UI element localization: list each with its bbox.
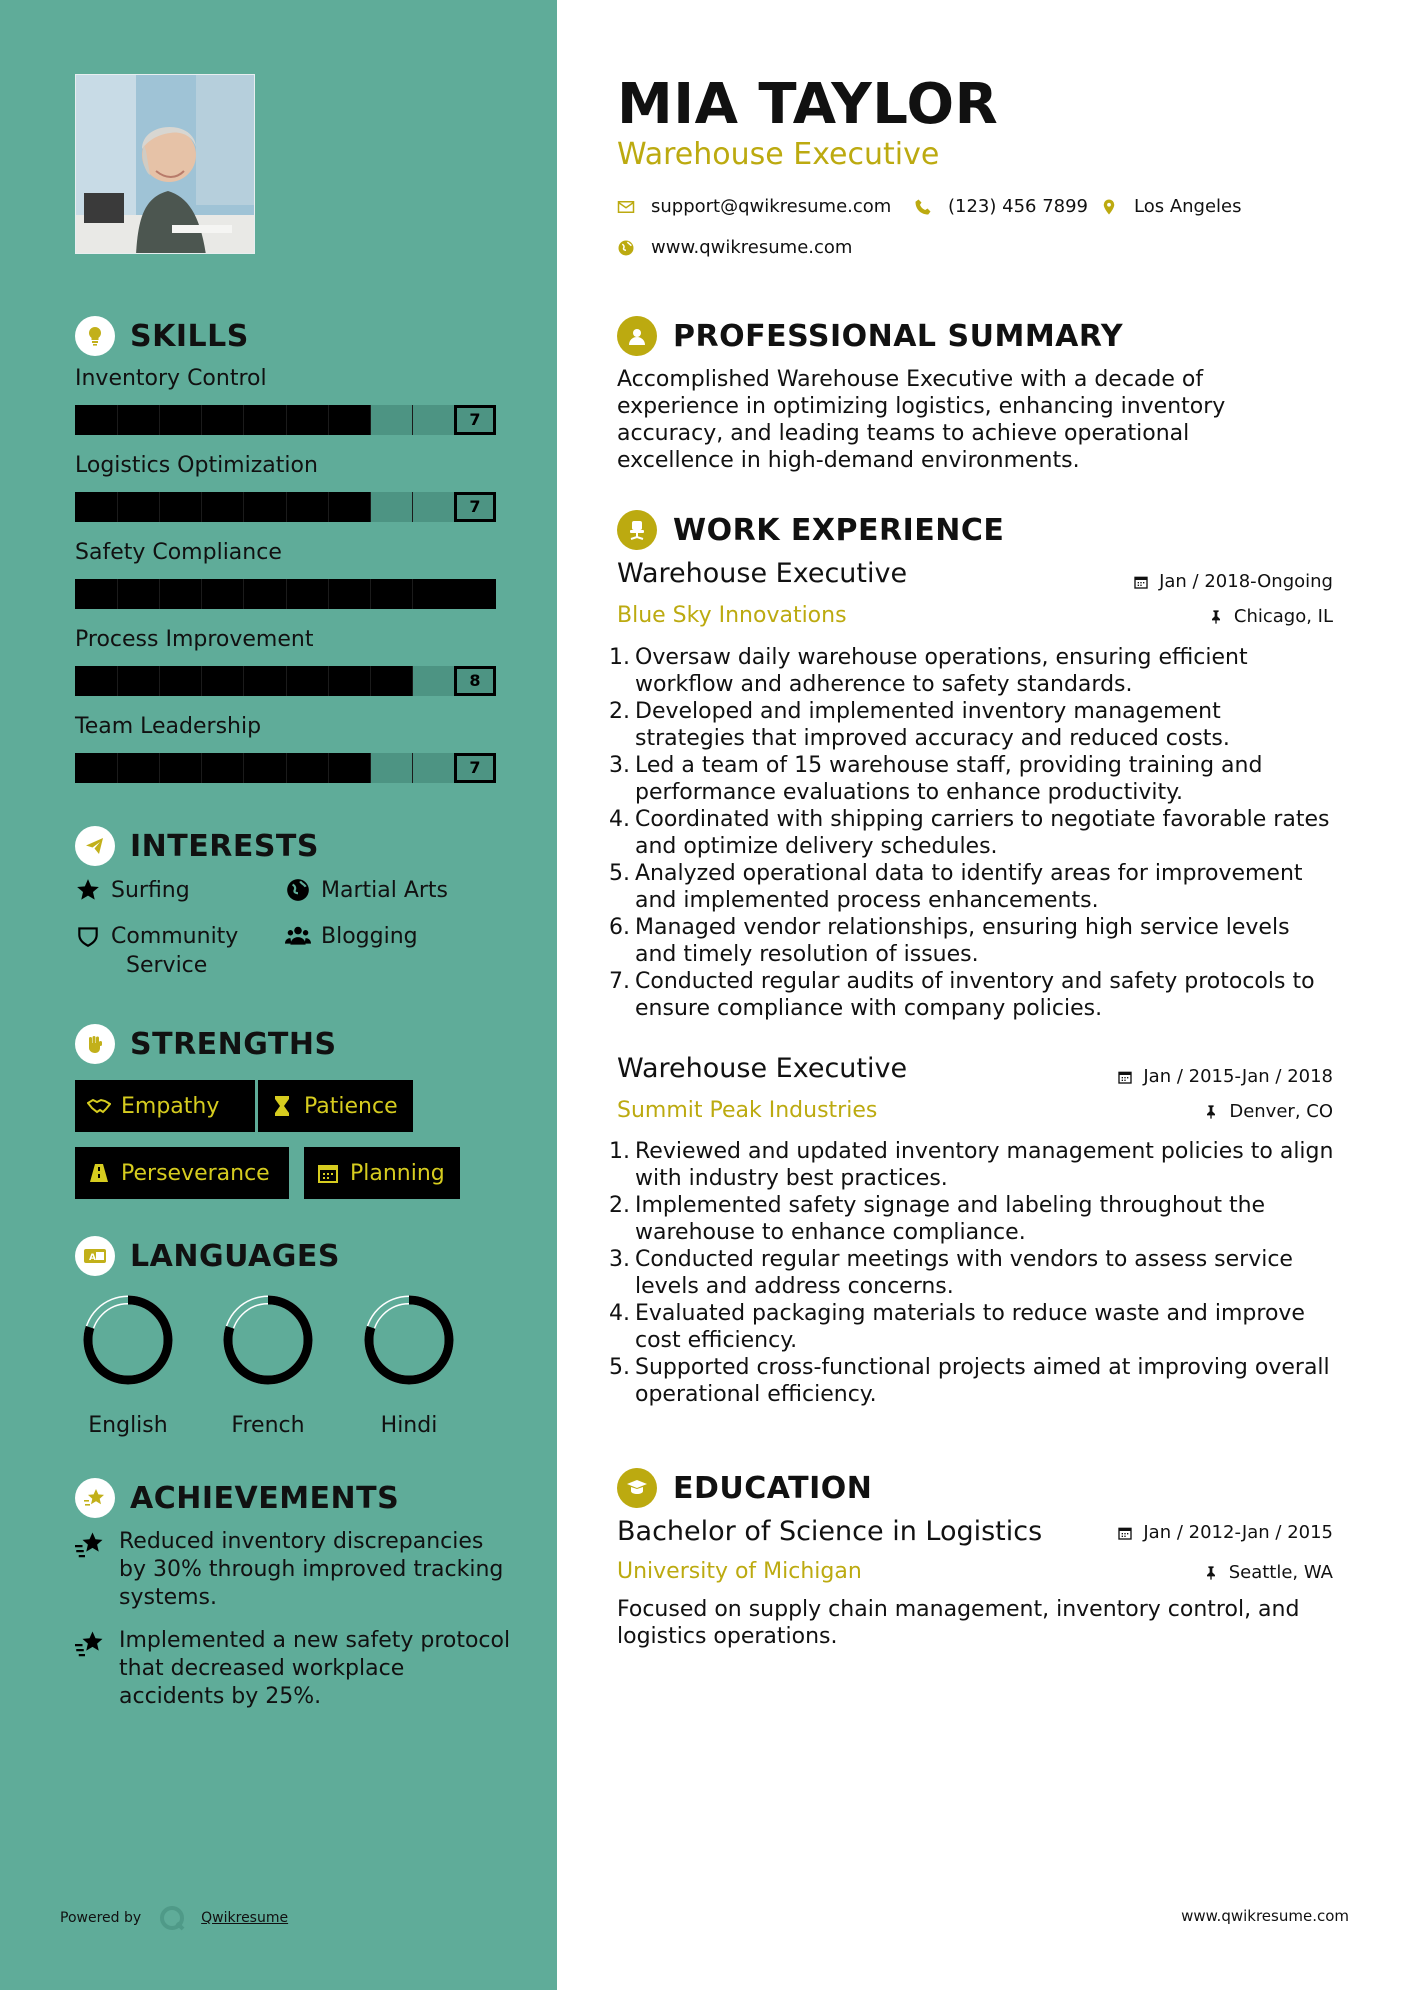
skill-tick <box>412 753 413 783</box>
bullet-number: 4. <box>609 1301 630 1326</box>
skill-tick <box>201 753 202 783</box>
interest-label: Martial Arts <box>321 878 449 903</box>
language-item <box>362 1293 456 1438</box>
job-dates: Jan / 2018-Ongoing <box>1133 571 1333 592</box>
skill-level-bar <box>75 492 496 522</box>
skill-name: Process Improvement <box>75 627 314 652</box>
achievements-heading: ACHIEVEMENTS <box>130 1480 400 1516</box>
achievement-text: Implemented a new safety protocol that decreased workplace accidents by 25%. <box>119 1628 511 1709</box>
pushpin-icon <box>1203 1104 1219 1120</box>
calendar-icon <box>316 1161 340 1185</box>
skill-tick <box>117 666 118 696</box>
user-icon <box>617 316 657 356</box>
interest-item <box>285 922 418 951</box>
bullet-text: Conducted regular meetings with vendors to assess service levels and address concerns. <box>635 1247 1293 1299</box>
job-bullets <box>609 644 1334 1022</box>
job-bullet <box>609 1354 1334 1408</box>
skill-level-fill <box>75 405 370 435</box>
bullet-text: Reviewed and updated inventory management policies to align with industry best practices. <box>635 1139 1334 1191</box>
skill-name: Team Leadership <box>75 714 262 739</box>
skill-name: Inventory Control <box>75 366 267 391</box>
skill-tick <box>201 666 202 696</box>
interests-section-header <box>75 826 319 866</box>
skill-tick <box>117 492 118 522</box>
job-bullet <box>609 1138 1334 1192</box>
location-text: Los Angeles <box>1134 196 1242 217</box>
skill-tick <box>370 666 371 696</box>
achievements-section-header <box>75 1478 399 1518</box>
strength-badge <box>304 1147 460 1199</box>
map-pin-icon <box>1100 198 1118 216</box>
achievement-item <box>75 1627 515 1711</box>
interest-label-continued: Service <box>126 953 208 978</box>
skill-tick <box>286 579 287 609</box>
skill-tick <box>370 753 371 783</box>
achievement-item <box>75 1528 515 1612</box>
bullet-text: Led a team of 15 warehouse staff, providing training and performance evaluations to enhance productivity. <box>635 753 1263 805</box>
job-bullet <box>609 1246 1334 1300</box>
skill-tick <box>159 492 160 522</box>
lightbulb-icon <box>75 316 115 356</box>
strength-badge <box>75 1147 289 1199</box>
email-text: support@qwikresume.com <box>651 196 892 217</box>
strength-label: Planning <box>350 1160 445 1186</box>
skill-tick <box>243 666 244 696</box>
language-label: Hindi <box>380 1413 438 1438</box>
website-text: www.qwikresume.com <box>651 237 853 258</box>
powered-by <box>60 1903 288 1933</box>
star-burst-icon <box>75 1629 105 1659</box>
skill-tick <box>201 492 202 522</box>
bullet-number: 5. <box>609 861 630 886</box>
bullet-number: 2. <box>609 1193 630 1218</box>
skill-tick <box>412 579 413 609</box>
skill-tick <box>159 753 160 783</box>
school-name: University of Michigan <box>617 1559 862 1584</box>
sidebar <box>0 0 557 1990</box>
pushpin-icon <box>1208 609 1224 625</box>
bullet-text: Supported cross-functional projects aimed at improving overall operational efficiency. <box>635 1355 1330 1407</box>
powered-by-label: Powered by <box>60 1910 142 1926</box>
skill-tick <box>117 579 118 609</box>
bullet-number: 2. <box>609 699 630 724</box>
skill-tick <box>201 405 202 435</box>
education-description: Focused on supply chain management, inventory control, and logistics operations. <box>617 1597 1300 1649</box>
skill-tick <box>412 666 413 696</box>
bullet-text: Coordinated with shipping carriers to negotiate favorable rates and optimize delivery schedules. <box>635 807 1330 859</box>
skill-level-value: 7 <box>454 753 496 783</box>
skill-tick <box>286 753 287 783</box>
skill-tick <box>243 753 244 783</box>
skill-level-fill <box>75 753 370 783</box>
language-proficiency-ring <box>221 1293 315 1387</box>
contact-location <box>1100 196 1242 217</box>
language-label: English <box>88 1413 168 1438</box>
bullet-number: 1. <box>609 1139 630 1164</box>
skill-tick <box>286 492 287 522</box>
profile-photo <box>75 74 255 254</box>
skill-tick <box>159 666 160 696</box>
skill-tick <box>117 753 118 783</box>
degree-title: Bachelor of Science in Logistics <box>617 1516 1043 1547</box>
calendar-icon <box>1117 1525 1133 1541</box>
language-item <box>221 1293 315 1438</box>
skill-tick <box>159 579 160 609</box>
strength-label: Patience <box>304 1093 398 1119</box>
job-bullet <box>609 1192 1334 1246</box>
interest-item <box>75 876 190 905</box>
handshake-icon <box>87 1094 111 1118</box>
skill-tick <box>286 666 287 696</box>
contact-phone[interactable] <box>914 196 1088 217</box>
skill-level-fill <box>75 492 370 522</box>
interests-heading: INTERESTS <box>130 828 319 864</box>
job-title: Warehouse Executive <box>617 558 908 589</box>
summary-section-header <box>617 316 1123 356</box>
skill-tick <box>328 666 329 696</box>
phone-text: (123) 456 7899 <box>948 196 1089 217</box>
hourglass-icon <box>270 1094 294 1118</box>
users-icon <box>285 923 311 949</box>
bullet-text: Managed vendor relationships, ensuring high service levels and timely resolution of issues. <box>635 915 1290 967</box>
skill-tick <box>117 405 118 435</box>
shield-icon <box>75 923 101 949</box>
bullet-text: Developed and implemented inventory management strategies that improved accuracy and reduced costs. <box>635 699 1230 751</box>
globe-icon <box>285 877 311 903</box>
pushpin-icon <box>1203 1565 1219 1581</box>
job-dates: Jan / 2015-Jan / 2018 <box>1117 1066 1333 1087</box>
calendar-icon <box>1117 1069 1133 1085</box>
skill-tick <box>370 579 371 609</box>
strength-badge <box>258 1080 413 1132</box>
job-bullet <box>609 1300 1334 1354</box>
bullet-text: Oversaw daily warehouse operations, ensuring efficient workflow and adherence to safety standards. <box>635 645 1248 697</box>
job-bullet <box>609 914 1334 968</box>
footer-website[interactable]: www.qwikresume.com <box>1181 1907 1349 1925</box>
education-section-header <box>617 1468 872 1508</box>
strength-label: Empathy <box>121 1093 220 1119</box>
education-dates: Jan / 2012-Jan / 2015 <box>1117 1522 1333 1543</box>
skill-level-value: 7 <box>454 492 496 522</box>
language-proficiency-ring <box>362 1293 456 1387</box>
strengths-section-header <box>75 1024 337 1064</box>
skill-tick <box>243 492 244 522</box>
skill-level-bar <box>75 666 496 696</box>
job-bullet <box>609 752 1334 806</box>
achievement-text: Reduced inventory discrepancies by 30% through improved tracking systems. <box>119 1529 504 1610</box>
bullet-number: 4. <box>609 807 630 832</box>
qwikresume-link[interactable]: Qwikresume <box>201 1910 289 1926</box>
calendar-icon <box>1133 574 1149 590</box>
office-chair-icon <box>617 510 657 550</box>
bullet-number: 7. <box>609 969 630 994</box>
bullet-text: Evaluated packaging materials to reduce waste and improve cost efficiency. <box>635 1301 1305 1353</box>
skill-tick <box>201 579 202 609</box>
job-title: Warehouse Executive <box>617 1053 908 1084</box>
skill-tick <box>370 405 371 435</box>
skill-name: Logistics Optimization <box>75 453 318 478</box>
skill-tick <box>243 405 244 435</box>
education-location: Seattle, WA <box>1203 1562 1333 1583</box>
language-item <box>81 1293 175 1438</box>
road-icon <box>87 1161 111 1185</box>
star-icon <box>75 877 101 903</box>
job-bullet <box>609 698 1334 752</box>
skills-heading: SKILLS <box>130 318 249 354</box>
skills-section-header <box>75 316 249 356</box>
education-heading: EDUCATION <box>673 1470 873 1506</box>
skill-tick <box>243 579 244 609</box>
interest-item <box>285 876 448 905</box>
skill-tick <box>412 405 413 435</box>
job-bullets <box>609 1138 1334 1408</box>
skill-level-bar <box>75 405 496 435</box>
job-company: Summit Peak Industries <box>617 1098 878 1123</box>
contact-email[interactable] <box>617 196 891 217</box>
globe-icon <box>617 239 635 257</box>
skill-level-bar <box>75 579 496 609</box>
graduation-icon <box>617 1468 657 1508</box>
bullet-number: 1. <box>609 645 630 670</box>
languages-section-header <box>75 1236 340 1276</box>
job-location: Denver, CO <box>1203 1101 1333 1122</box>
job-bullet <box>609 644 1334 698</box>
skill-level-value: 10 <box>454 579 496 609</box>
language-icon <box>75 1236 115 1276</box>
language-proficiency-ring <box>81 1293 175 1387</box>
contact-website[interactable] <box>617 237 852 258</box>
languages-heading: LANGUAGES <box>130 1238 340 1274</box>
skill-level-bar <box>75 753 496 783</box>
skill-tick <box>370 492 371 522</box>
skill-level-value: 8 <box>454 666 496 696</box>
summary-heading: PROFESSIONAL SUMMARY <box>673 318 1124 354</box>
bullet-text: Conducted regular audits of inventory and safety protocols to ensure compliance with company policies. <box>635 969 1315 1021</box>
interest-label: Blogging <box>321 924 418 949</box>
bullet-text: Implemented safety signage and labeling throughout the warehouse to enhance compliance. <box>635 1193 1266 1245</box>
svg-text:A: A <box>89 1253 96 1263</box>
paper-plane-icon <box>75 826 115 866</box>
summary-text: Accomplished Warehouse Executive with a decade of experience in optimizing logistics, enhancing inventory accuracy, and leading teams to achieve operational excellence in high-demand environments. <box>617 367 1226 473</box>
bullet-number: 3. <box>609 1247 630 1272</box>
bullet-number: 6. <box>609 915 630 940</box>
skill-tick <box>328 405 329 435</box>
job-company: Blue Sky Innovations <box>617 603 847 628</box>
skill-tick <box>328 753 329 783</box>
bullet-text: Analyzed operational data to identify areas for improvement and implemented process enhancements. <box>635 861 1303 913</box>
job-bullet <box>609 968 1334 1022</box>
skill-tick <box>159 405 160 435</box>
star-burst-icon <box>75 1478 115 1518</box>
experience-heading: WORK EXPERIENCE <box>673 512 1005 548</box>
bullet-number: 3. <box>609 753 630 778</box>
language-label: French <box>231 1413 305 1438</box>
skill-tick <box>328 492 329 522</box>
skill-tick <box>412 492 413 522</box>
candidate-title: Warehouse Executive <box>617 137 940 172</box>
envelope-icon <box>617 198 635 216</box>
strength-badge <box>75 1080 255 1132</box>
job-location: Chicago, IL <box>1208 606 1333 627</box>
skill-tick <box>328 579 329 609</box>
interest-label: Surfing <box>111 878 190 903</box>
candidate-name: MIA TAYLOR <box>617 72 999 137</box>
strengths-heading: STRENGTHS <box>130 1026 337 1062</box>
job-bullet <box>609 806 1334 860</box>
bullet-number: 5. <box>609 1355 630 1380</box>
job-bullet <box>609 860 1334 914</box>
star-burst-icon <box>75 1530 105 1560</box>
skill-tick <box>286 405 287 435</box>
phone-icon <box>914 198 932 216</box>
interest-label: Community <box>111 924 239 949</box>
experience-section-header <box>617 510 1004 550</box>
skill-level-value: 7 <box>454 405 496 435</box>
strength-label: Perseverance <box>121 1160 270 1186</box>
interest-item <box>75 922 238 980</box>
skill-name: Safety Compliance <box>75 540 282 565</box>
qwikresume-logo-icon <box>157 1903 187 1933</box>
fist-icon <box>75 1024 115 1064</box>
